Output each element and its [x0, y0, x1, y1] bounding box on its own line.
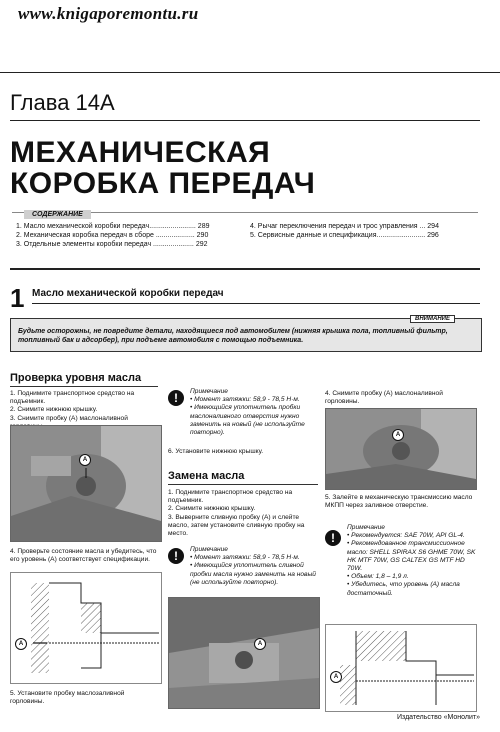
oil-level-diagram-2	[325, 624, 477, 712]
drain-plug-photo-drawing	[169, 598, 319, 708]
toc-item[interactable]: 4. Рычаг переключения передач и трос управления ... 294	[250, 223, 439, 230]
note-line: • Момент затяжки: 58,9 - 78,5 Н·м.	[190, 396, 300, 404]
gearbox-photo-1	[10, 425, 162, 542]
gearbox-photo-2	[325, 408, 477, 490]
step: 3. Снимите пробку (А) маслоналивной	[10, 414, 128, 422]
publisher-footer: Издательство «Монолит»	[396, 714, 480, 721]
oil-level-diagram-1	[10, 572, 162, 684]
marker-a: A	[392, 429, 404, 441]
step: 1. Поднимите транспортное средство на подъемник.	[10, 390, 135, 406]
note-1	[190, 388, 322, 437]
step: 2. Снимите нижнюю крышку.	[168, 505, 256, 513]
warning-header: ВНИМАНИЕ	[410, 315, 455, 323]
page-title	[10, 137, 315, 199]
toc-right	[250, 222, 439, 240]
section-rule	[32, 303, 480, 304]
note-label: Примечание	[190, 388, 228, 395]
note-label: Примечание	[190, 546, 228, 553]
exclamation-icon: !	[325, 530, 341, 546]
chapter-rule	[10, 120, 480, 121]
note-line: • Убедитесь, что уровень (А) масла достаточный.	[347, 581, 460, 597]
check-step-4: 4. Проверьте состояние масла и убедитесь, что его уровень (А) соответствует спецификации.	[10, 548, 157, 564]
note-line: • Имеющийся уплотнитель сливной пробки масла нужно заменить на новый (не используйте повторно).	[190, 562, 316, 586]
check-step-5: 5. Установите пробку маслозаливной горловины.	[10, 690, 125, 706]
check-level-heading: Проверка уровня масла	[10, 372, 142, 384]
warning-text: Будьте осторожны, не повредите детали, находящиеся под автомобилем (нижняя крышка пола, топливный фильтр, топливный бак и адсорбер), при подъеме автомобиля с помощью подъемника.	[18, 328, 448, 344]
marker-a: A	[330, 671, 342, 683]
marker-a: A	[15, 638, 27, 650]
exclamation-icon: !	[168, 390, 184, 406]
change-step-5: 5. Залейте в механическую трансмиссию масло МКПП через заливное отверстие.	[325, 494, 473, 510]
toc-left	[16, 222, 210, 249]
change-step-4: 4. Снимите пробку (А) маслоналивной горловины.	[325, 390, 443, 406]
gearbox-photo-2-drawing	[326, 409, 476, 489]
toc-item[interactable]: 3. Отдельные элементы коробки передач ..................... 292	[16, 241, 208, 248]
note-line: • Имеющийся уплотнитель пробки маслоналивного отверстия нужно заменить на новый (не используйте повторно).	[190, 404, 305, 437]
marker-a: A	[79, 454, 91, 466]
note-label: Примечание	[347, 524, 385, 531]
exclamation-icon: !	[168, 548, 184, 564]
step: 2. Снимите нижнюю крышку.	[10, 406, 98, 414]
title-line-2: КОРОБКА ПЕРЕДАЧ	[10, 167, 316, 200]
site-url: www.knigaporemontu.ru	[18, 4, 199, 23]
chapter-label: Глава 14А	[10, 90, 115, 115]
gearbox-photo-1-drawing	[11, 426, 161, 541]
heading-rule	[168, 484, 318, 485]
toc-header: СОДЕРЖАНИЕ	[24, 210, 91, 219]
marker-a: A	[254, 638, 266, 650]
section-bar	[10, 268, 480, 270]
toc-item[interactable]: 2. Механическая коробка передач в сборе .................... 290	[16, 232, 209, 239]
drain-plug-photo	[168, 597, 320, 709]
note-line: • Момент затяжки: 58,9 - 78,5 Н·м.	[190, 554, 300, 562]
oil-level-diagram-1-drawing	[11, 573, 161, 683]
section-title: Масло механической коробки передач	[32, 288, 224, 299]
top-rule	[0, 72, 500, 73]
change-steps	[168, 489, 318, 538]
heading-rule	[10, 386, 158, 387]
step: 1. Поднимите транспортное средство на подъемник.	[168, 489, 293, 505]
oil-level-diagram-2-drawing	[326, 625, 476, 711]
toc-item[interactable]: 5. Сервисные данные и спецификация......................... 296	[250, 232, 439, 239]
note-line: • Рекомендованное трансмиссионное масло: SHELL SPIRAX S6 GHME 70W, SK HK MTF 70W, GS CALTEX GS MTF HD 70W.	[347, 540, 476, 573]
step: 3. Выверните сливную пробку (А) и слейте масло, затем установите сливную пробку на место.	[168, 513, 305, 538]
note-line: • Объем: 1,8 – 1,9 л.	[347, 573, 409, 581]
oil-change-heading: Замена масла	[168, 470, 245, 482]
check-step-6: 6. Установите нижнюю крышку.	[168, 448, 264, 455]
toc-item[interactable]: 1. Масло механической коробки передач........................ 289	[16, 223, 210, 230]
note-2	[190, 546, 322, 587]
title-line-1: МЕХАНИЧЕСКАЯ	[10, 136, 271, 169]
note-line: • Рекомендуется: SAE 70W, API GL-4.	[347, 532, 465, 540]
note-3	[347, 524, 477, 598]
section-number: 1	[10, 283, 25, 313]
